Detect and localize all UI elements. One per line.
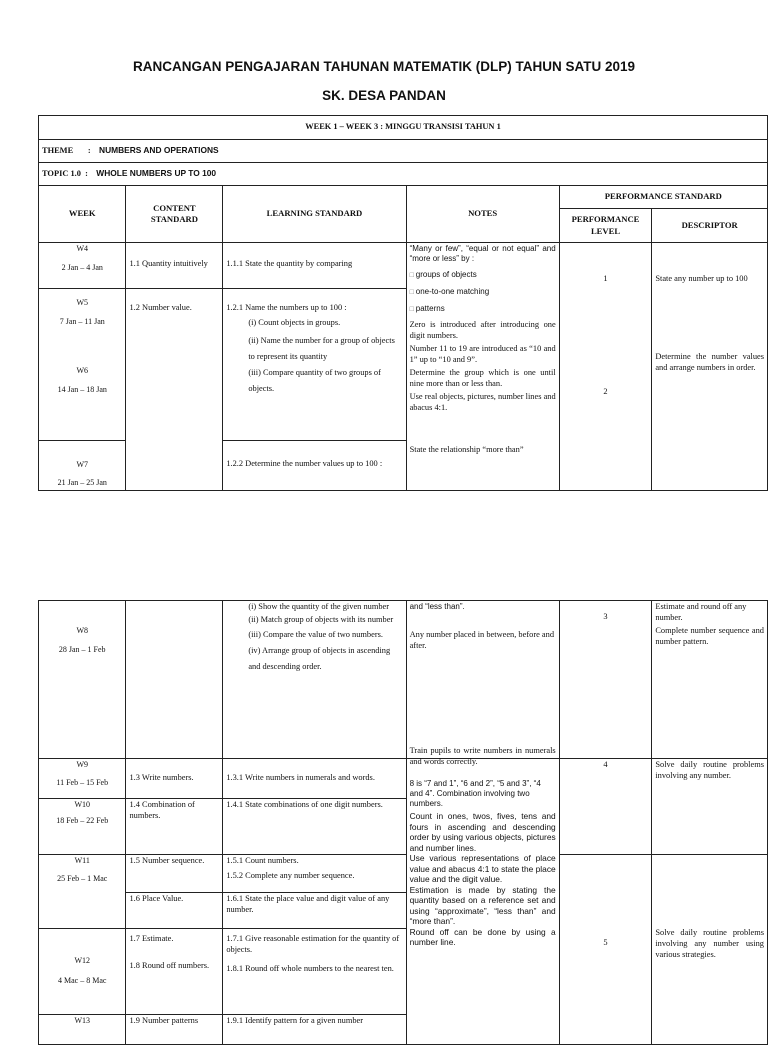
learning-standard-1-7-1: 1.7.1 Give reasonable estimation for the quantity of objects. [226, 934, 400, 954]
week-label-w4: W4 [76, 244, 89, 253]
note-11-to-19: Number 11 to 19 are introduced as “10 and 1” up to “10 and 9”. [409, 344, 556, 364]
header-performance-standard: PERFORMANCE STANDARD [559, 186, 767, 209]
content-standard-1-3: 1.3 Write numbers. [126, 759, 223, 799]
content-standard-1-2: 1.2 Number value. [126, 289, 223, 491]
note-any-number: Any number placed in between, before and after. [409, 630, 555, 650]
topic-separator: : [85, 169, 88, 179]
learning-standard-1-5-cell [223, 855, 406, 893]
note-combinations: 8 is “7 and 1”, “6 and 2”, “5 and 3”, “4 and 4”. Combination involving two numbers. [409, 779, 541, 808]
performance-level-5: 5 [603, 938, 608, 947]
performance-level-4: 4 [603, 760, 608, 769]
topic-value: WHOLE NUMBERS UP TO 100 [96, 168, 217, 179]
learning-standard-1-2-2-iii: (iii) Compare the value of two numbers. [248, 630, 383, 639]
note-patterns: □ patterns [410, 304, 556, 315]
note-place-value: Use various representations of place value and abacus 4:1 to state the place value and the digit value. [409, 853, 556, 884]
content-standard-1-9: 1.9 Number patterns [126, 1015, 223, 1045]
week-label-w11: W11 [74, 856, 90, 865]
school-name: SK. DESA PANDAN [322, 88, 446, 103]
lesson-plan-table-1 [38, 115, 768, 491]
week-label-w5: W5 [76, 298, 89, 307]
note-train-pupils: Train pupils to write numbers in numerals and words correctly. [409, 746, 556, 766]
learning-standard-1-2-1-ii: (ii) Name the number for a group of objects to represent its quantity [248, 335, 395, 361]
note-many-or-few: “Many or few”, “equal or not equal” and “more or less” by : [409, 244, 556, 263]
learning-standard-1-7-1-8 [223, 929, 406, 1015]
learning-standard-1-5-2: 1.5.2 Complete any number sequence. [226, 870, 355, 880]
week-cell-w7 [39, 441, 126, 491]
week-cell-w5-w6 [39, 289, 126, 441]
learning-standard-1-2-2-iv: (iv) Arrange group of objects in ascending and descending order. [248, 645, 391, 671]
descriptors-cell-p3 [652, 601, 768, 759]
week-dates-w11: 25 Feb – 1 Mac [57, 874, 108, 884]
performance-level-2: 2 [603, 386, 608, 396]
content-standard-1-7: 1.7 Estimate. [129, 934, 174, 943]
descriptor-1: State any number up to 100 [655, 274, 748, 283]
descriptors-cell-1 [652, 243, 768, 491]
content-standard-1-5: 1.5 Number sequence. [126, 855, 223, 893]
notes-cell-2a [406, 601, 559, 759]
learning-standard-1-2-1-iii: (iii) Compare quantity of two groups of objects. [248, 367, 381, 393]
learning-standard-1-2-2-i: (i) Show the quantity of the given number [248, 602, 390, 611]
week-cell-w10 [39, 799, 126, 855]
theme-value: NUMBERS AND OPERATIONS [99, 145, 219, 156]
learning-standard-1-2-2: 1.2.2 Determine the number values up to 100 : [223, 441, 406, 491]
learning-standard-1-8-1: 1.8.1 Round off whole numbers to the nearest ten. [226, 963, 394, 973]
learning-standard-1-2-2-cont [223, 601, 406, 759]
week-dates-w10: 18 Feb – 22 Feb [56, 816, 109, 826]
week-banner: WEEK 1 – WEEK 3 : MINGGU TRANSISI TAHUN 1 [39, 116, 768, 140]
content-standard-1-8: 1.8 Round off numbers. [129, 960, 210, 970]
learning-standard-1-4-1: 1.4.1 State combinations of one digit numbers. [223, 799, 406, 855]
note-zero: Zero is introduced after introducing one digit numbers. [409, 320, 556, 340]
content-standard-1-6: 1.6 Place Value. [126, 893, 223, 929]
header-learning-standard: LEARNING STANDARD [223, 186, 406, 243]
content-standard-1-7-1-8 [126, 929, 223, 1015]
theme-label: THEME [42, 146, 74, 156]
performance-level-1: 1 [603, 274, 608, 283]
week-label-w12: W12 [74, 956, 91, 965]
learning-standard-1-5-1: 1.5.1 Count numbers. [226, 856, 299, 865]
week-dates-w5: 7 Jan – 11 Jan [59, 317, 105, 327]
week-label-w7: W7 [76, 460, 89, 469]
week-dates-w9: 11 Feb – 15 Feb [56, 778, 109, 788]
learning-standard-1-2-2-ii: (ii) Match group of objects with its number [248, 614, 394, 624]
week-label-w6: W6 [76, 365, 89, 375]
notes-cell-2b [406, 746, 559, 1045]
note-one-to-one: □ one-to-one matching [410, 287, 556, 298]
levels-cell-1 [559, 243, 652, 491]
week-label-w8: W8 [76, 626, 89, 635]
learning-standard-1-3-1: 1.3.1 Write numbers in numerals and words. [223, 759, 406, 799]
week-dates-w4: 2 Jan – 4 Jan [61, 263, 103, 273]
learning-standard-1-2-1-cell [223, 289, 406, 441]
content-standard-empty [126, 601, 223, 759]
topic-label: TOPIC 1.0 [42, 169, 81, 179]
note-round-off: Round off can be done by using a number line. [409, 926, 556, 947]
descriptor-5: Solve daily routine problems involving any number using various strategies. [655, 928, 764, 959]
week-dates-w8: 28 Jan – 1 Feb [58, 645, 106, 655]
levels-cell-p5 [559, 855, 652, 1045]
descriptors-cell-p5 [652, 855, 768, 1045]
levels-cell-p4 [559, 759, 652, 855]
header-notes: NOTES [406, 186, 559, 243]
descriptor-2: Determine the number values and arrange numbers in order. [655, 351, 764, 372]
descriptor-4: Solve daily routine problems involving any number. [652, 759, 768, 855]
topic-row [39, 163, 768, 186]
levels-cell-p3 [559, 601, 652, 759]
lesson-plan-table-2 [38, 600, 768, 1045]
week-cell-w8 [39, 601, 126, 759]
theme-separator: : [87, 146, 91, 156]
learning-standard-1-1-1: 1.1.1 State the quantity by comparing [223, 243, 406, 289]
week-label-w10: W10 [74, 800, 91, 809]
note-determine-group: Determine the group which is one until nine more than or less than. [409, 368, 556, 388]
header-descriptor: DESCRIPTOR [652, 209, 768, 243]
week-cell-w4 [39, 243, 126, 289]
notes-cell-1 [406, 243, 559, 491]
document-title: RANCANGAN PENGAJARAN TAHUNAN MATEMATIK (DLP) TAHUN SATU 2019 [133, 59, 635, 74]
descriptor-3a: Estimate and round off any number. [655, 602, 747, 622]
content-standard-1-1: 1.1 Quantity intuitively [126, 243, 223, 289]
header-week: WEEK [39, 186, 126, 243]
week-dates-w6: 14 Jan – 18 Jan [57, 385, 107, 395]
week-cell-w12 [39, 929, 126, 1015]
learning-standard-1-9-1: 1.9.1 Identify pattern for a given number [223, 1015, 406, 1045]
week-cell-w9 [39, 759, 126, 799]
note-relationship: State the relationship “more than” [409, 445, 524, 455]
learning-standard-1-6-1: 1.6.1 State the place value and digit value of any number. [223, 893, 406, 929]
note-less-than: and “less than”. [409, 602, 465, 611]
week-dates-w7: 21 Jan – 25 Jan [57, 478, 107, 488]
content-standard-1-4: 1.4 Combination of numbers. [126, 799, 223, 855]
week-cell-w11 [39, 855, 126, 929]
performance-level-3: 3 [603, 612, 608, 621]
header-content-standard: CONTENT STANDARD [126, 186, 223, 243]
note-count-in: Count in ones, twos, fives, tens and fours in ascending and descending order by using various objects, pictures and number lines. [409, 811, 556, 853]
theme-row [39, 140, 768, 163]
week-cell-w13: W13 [39, 1015, 126, 1045]
note-groups-of-objects: □ groups of objects [410, 270, 556, 281]
learning-standard-1-2-1-i: (i) Count objects in groups. [248, 317, 341, 327]
learning-standard-1-2-1: 1.2.1 Name the numbers up to 100 : [226, 303, 347, 312]
note-estimation: Estimation is made by stating the quantity based on a reference set and using “approximate”, “less than” and “more than”. [409, 884, 556, 926]
week-label-w9: W9 [76, 760, 89, 769]
note-real-objects: Use real objects, pictures, number lines and abacus 4:1. [409, 392, 556, 412]
descriptor-3b: Complete number sequence and number pattern. [655, 626, 764, 646]
week-dates-w12: 4 Mac – 8 Mac [58, 976, 107, 986]
header-performance-level: PERFORMANCE LEVEL [559, 209, 652, 243]
